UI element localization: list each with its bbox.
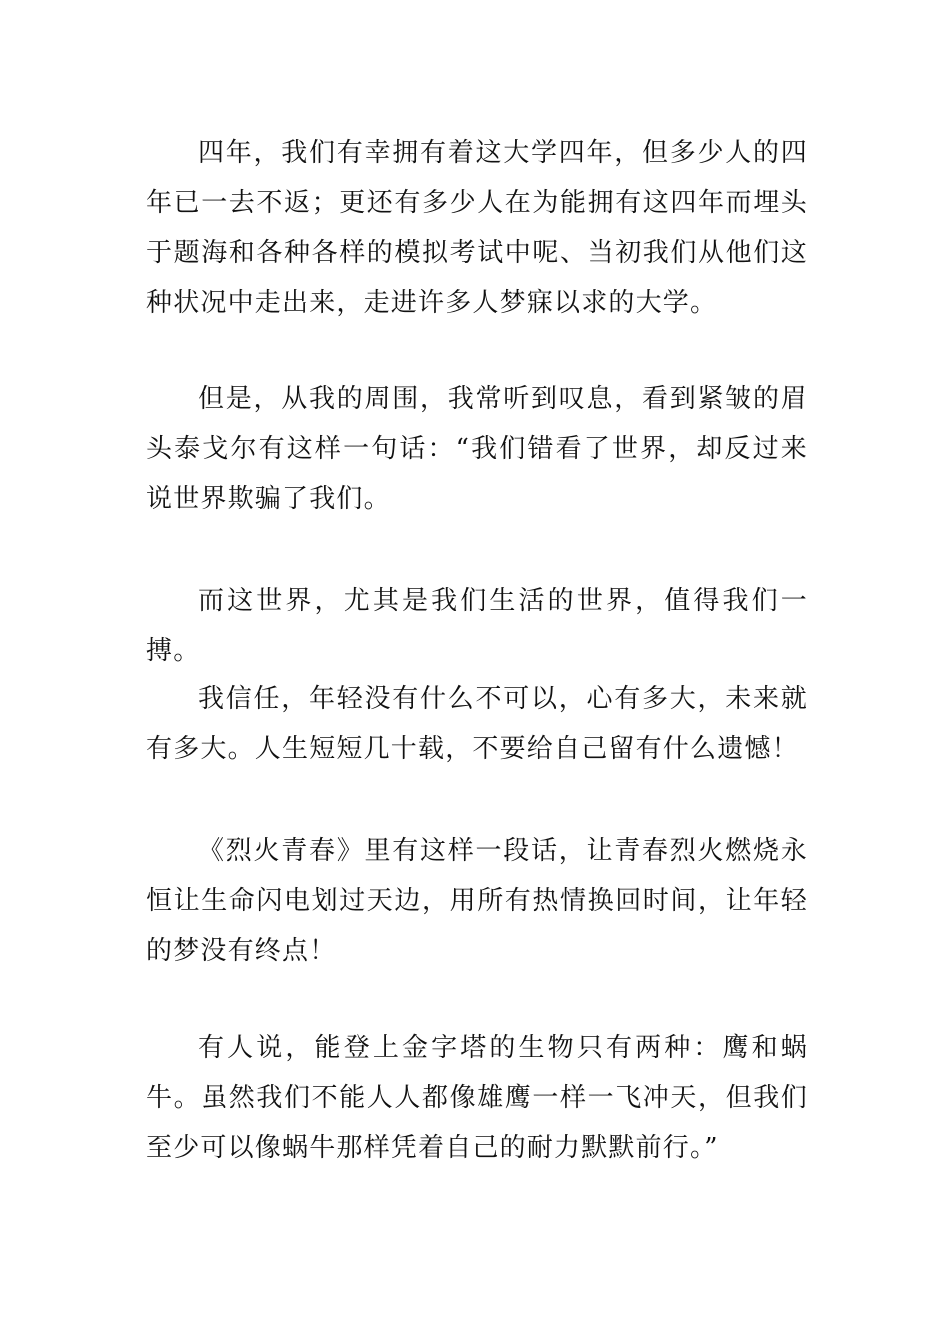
paragraph-tagore-quote: 但是，从我的周围，我常听到叹息，看到紧皱的眉头泰戈尔有这样一句话：“我们错看了世界，却反过来说世界欺骗了我们。 (146, 384, 808, 514)
paragraph-four-years: 四年，我们有幸拥有着这大学四年，但多少人的四年已一去不返；更还有多少人在为能拥有这四年而埋头于题海和各种各样的模拟考试中呢、当初我们从他们这种状况中走出来，走进许多人梦寐以求的大学。 (146, 138, 808, 318)
paragraph-eagle-and-snail: 有人说，能登上金字塔的生物只有两种：鹰和蜗牛。虽然我们不能人人都像雄鹰一样一飞冲天，但我们至少可以像蜗牛那样凭着自己的耐力默默前行。” (146, 1033, 808, 1163)
paragraph-world-worth-fighting: 而这世界，尤其是我们生活的世界，值得我们一搏。 (146, 586, 808, 666)
paragraph-burning-youth: 《烈火青春》里有这样一段话，让青春烈火燃烧永恒让生命闪电划过天边，用所有热情换回时间，让年轻的梦没有终点！ (146, 836, 808, 966)
paragraph-youth-no-regrets: 我信任，年轻没有什么不可以，心有多大，未来就有多大。人生短短几十载，不要给自己留有什么遗憾！ (146, 684, 808, 764)
